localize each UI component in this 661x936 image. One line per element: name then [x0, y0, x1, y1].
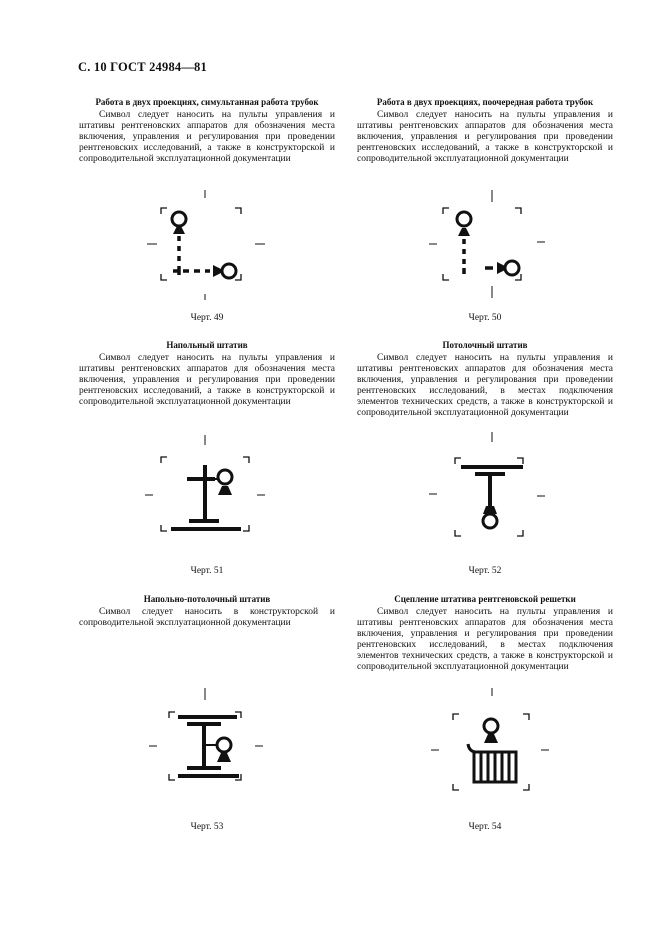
section-49 — [79, 97, 335, 165]
section-title: Напольно-потолочный штатив — [143, 594, 271, 604]
section-title: Работа в двух проекциях, поочередная работа трубок — [376, 97, 594, 107]
section-title: Напольный штатив — [166, 340, 248, 350]
right-column — [357, 0, 613, 936]
section-text: Символ следует наносить в конструкторской и сопроводительной эксплуатационной документации — [79, 607, 335, 628]
figure-caption-52: Черт. 52 — [468, 566, 502, 576]
symbol-54 — [357, 688, 613, 798]
page-header: С. 10 ГОСТ 24984—81 — [78, 60, 207, 74]
figure-caption-54: Черт. 54 — [468, 822, 502, 832]
section-54 — [357, 594, 613, 673]
section-52 — [357, 340, 613, 419]
section-title: Сцепление штатива рентгеновской решетки — [394, 594, 576, 604]
symbol-51 — [79, 435, 335, 545]
section-text: Символ следует наносить на пульты управления и штативы рентгеновских аппаратов для обозначения места включения, управления и регулирования при проведении рентгеновских исследований, а также в конструкторской и сопроводительной эксплуатационной документации — [79, 110, 335, 164]
section-51 — [79, 340, 335, 408]
figure-caption-50: Черт. 50 — [468, 313, 502, 323]
symbol-52 — [357, 432, 613, 542]
figure-caption-49: Черт. 49 — [190, 313, 224, 323]
left-column — [79, 0, 335, 936]
section-text: Символ следует наносить на пульты управления и штативы рентгеновских аппаратов для обозначения места включения, управления и регулирования при проведении рентгеновских исследований, а также в конструкторской и сопроводительной эксплуатационной документации — [357, 110, 613, 164]
section-50 — [357, 97, 613, 165]
symbol-50 — [357, 190, 613, 300]
figure-caption-51: Черт. 51 — [190, 566, 224, 576]
section-text: Символ следует наносить на пульты управления и штативы рентгеновских аппаратов для обозначения места включения, управления и регулирования при проведении рентгеновских исследований, в местах подключения элементов технических средств, а также в конструкторской и сопроводительной эксплуатационной документации — [357, 607, 613, 672]
section-title: Потолочный штатив — [442, 340, 528, 350]
figure-caption-53: Черт. 53 — [190, 822, 224, 832]
symbol-49 — [79, 190, 335, 300]
section-title: Работа в двух проекциях, симультанная работа трубок — [95, 97, 319, 107]
section-text: Символ следует наносить на пульты управления и штативы рентгеновских аппаратов для обозначения места включения, управления и регулирования при проведении рентгеновских исследований, а также в конструкторской и сопроводительной эксплуатационной документации — [79, 353, 335, 407]
section-text: Символ следует наносить на пульты управления и штативы рентгеновских аппаратов для обозначения места включения, управления и регулирования при проведении рентгеновских исследований, в местах подключения элементов технических средств, а также в конструкторской и сопроводительной эксплуатационной документации — [357, 353, 613, 418]
section-53 — [79, 594, 335, 629]
symbol-53 — [79, 688, 335, 798]
